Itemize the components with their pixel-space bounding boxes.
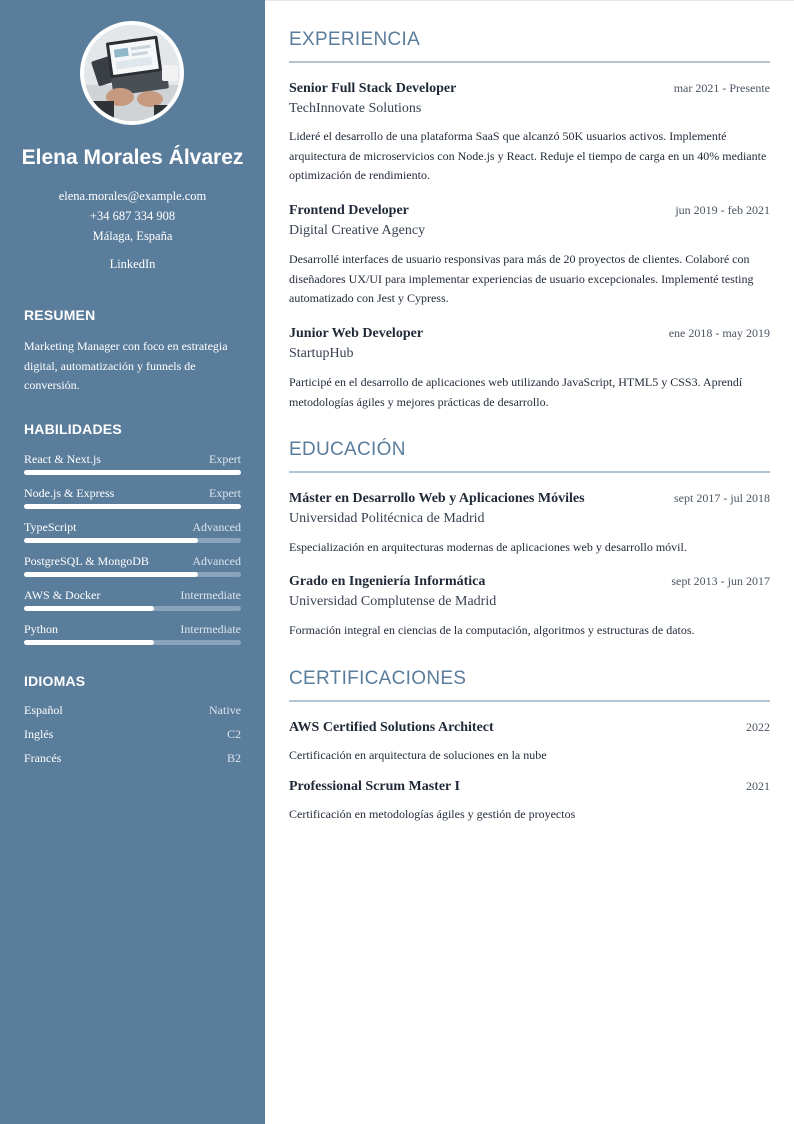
skill-bar-fill <box>24 640 154 645</box>
profile-name: Elena Morales Álvarez <box>21 146 244 169</box>
sidebar <box>0 0 265 1124</box>
profile-phone: +34 687 334 908 <box>89 209 176 223</box>
skill-bar <box>24 504 241 509</box>
skill-item <box>24 520 241 546</box>
certification-year: 2021 <box>746 779 770 793</box>
skill-bar-fill <box>24 504 241 509</box>
experience-company: Digital Creative Agency <box>289 223 426 238</box>
skill-level: Expert <box>209 486 241 500</box>
skill-bar <box>24 606 241 611</box>
certification-description: Certificación en metodologías ágiles y gestión de proyectos <box>289 807 576 821</box>
language-item <box>24 751 241 769</box>
profile-location: Málaga, España <box>92 229 173 243</box>
skill-item <box>24 452 241 478</box>
education-description: Formación integral en ciencias de la computación, algoritmos y estructuras de datos. <box>289 623 695 637</box>
language-level: C2 <box>226 727 241 741</box>
education-institution: Universidad Politécnica de Madrid <box>289 511 485 526</box>
certification-description: Certificación en arquitectura de soluciones en la nube <box>289 748 547 762</box>
skill-bar-fill <box>24 470 241 475</box>
certification-title: Professional Scrum Master I <box>289 779 460 794</box>
summary-text: Marketing Manager con foco en estrategia digital, automatización y funnels de conversión. <box>24 339 228 392</box>
skills-heading: HABILIDADES <box>24 421 122 437</box>
skill-name: PostgreSQL & MongoDB <box>24 554 149 568</box>
certification-year: 2022 <box>746 720 770 734</box>
skill-bar <box>24 538 241 543</box>
experience-title: Frontend Developer <box>289 203 409 218</box>
summary-heading: RESUMEN <box>24 307 96 323</box>
education-heading: EDUCACIÓN <box>289 439 406 460</box>
certification-title: AWS Certified Solutions Architect <box>289 720 494 735</box>
profile-email[interactable]: elena.morales@example.com <box>58 189 207 203</box>
skill-level: Intermediate <box>180 588 241 602</box>
language-name: Inglés <box>24 727 54 741</box>
skill-name: React & Next.js <box>24 452 101 466</box>
skill-level: Expert <box>209 452 241 466</box>
skill-item <box>24 486 241 512</box>
section-divider <box>289 700 770 702</box>
skill-item <box>24 588 241 614</box>
skill-name: Node.js & Express <box>24 486 115 500</box>
experience-description: Desarrollé interfaces de usuario responsivas para más de 20 proyectos de clientes. Colaboré con diseñadores UX/UI para implementar experiencias de usuario excepcionales. Implementé testing automatizado con Jest y Cypress. <box>289 252 754 305</box>
experience-description: Participé en el desarrollo de aplicaciones web utilizando JavaScript, HTML5 y CSS3. Aprendí metodologías ágiles y mejores prácticas de desarrollo. <box>289 375 743 409</box>
skill-item <box>24 622 241 648</box>
language-level: B2 <box>226 751 241 765</box>
skill-name: TypeScript <box>24 520 77 534</box>
experience-heading: EXPERIENCIA <box>289 29 421 50</box>
experience-company: TechInnovate Solutions <box>289 101 422 116</box>
section-divider <box>289 61 770 63</box>
education-title: Máster en Desarrollo Web y Aplicaciones Móviles <box>289 491 585 506</box>
experience-company: StartupHub <box>289 346 354 361</box>
certifications-heading: CERTIFICACIONES <box>289 668 467 689</box>
language-name: Francés <box>24 751 62 765</box>
skill-bar <box>24 640 241 645</box>
laptop-photo <box>84 25 180 121</box>
skill-bar-fill <box>24 606 154 611</box>
skill-name: AWS & Docker <box>24 588 101 602</box>
education-title: Grado en Ingeniería Informática <box>289 574 486 589</box>
experience-title: Senior Full Stack Developer <box>289 81 457 96</box>
language-item <box>24 703 241 721</box>
language-level: Native <box>209 703 241 717</box>
skill-item <box>24 554 241 580</box>
experience-date: ene 2018 - may 2019 <box>668 326 770 340</box>
skill-level: Advanced <box>192 520 241 534</box>
experience-title: Junior Web Developer <box>289 326 424 341</box>
skill-level: Intermediate <box>180 622 241 636</box>
education-date: sept 2017 - jul 2018 <box>674 491 770 505</box>
skill-bar-fill <box>24 538 198 543</box>
experience-description: Lideré el desarrollo de una plataforma SaaS que alcanzó 50K usuarios activos. Implementé arquitectura de microservicios con Node.js y React. Reduje el tiempo de carga en un 40% mediante optimización de rendimiento. <box>289 129 767 182</box>
skill-name: Python <box>24 622 59 636</box>
skill-bar <box>24 572 241 577</box>
linkedin-link[interactable]: LinkedIn <box>109 257 156 271</box>
main-content <box>265 0 794 1124</box>
skill-bar <box>24 470 241 475</box>
experience-date: mar 2021 - Presente <box>673 81 770 95</box>
education-date: sept 2013 - jun 2017 <box>671 574 770 588</box>
skill-bar-fill <box>24 572 198 577</box>
language-item <box>24 727 241 745</box>
languages-heading: IDIOMAS <box>24 673 86 689</box>
section-divider <box>289 471 770 473</box>
education-description: Especialización en arquitecturas modernas de aplicaciones web y desarrollo móvil. <box>289 540 687 554</box>
education-institution: Universidad Complutense de Madrid <box>289 594 497 609</box>
language-name: Español <box>24 703 63 717</box>
experience-date: jun 2019 - feb 2021 <box>675 203 770 217</box>
skill-level: Advanced <box>192 554 241 568</box>
avatar <box>84 25 180 121</box>
